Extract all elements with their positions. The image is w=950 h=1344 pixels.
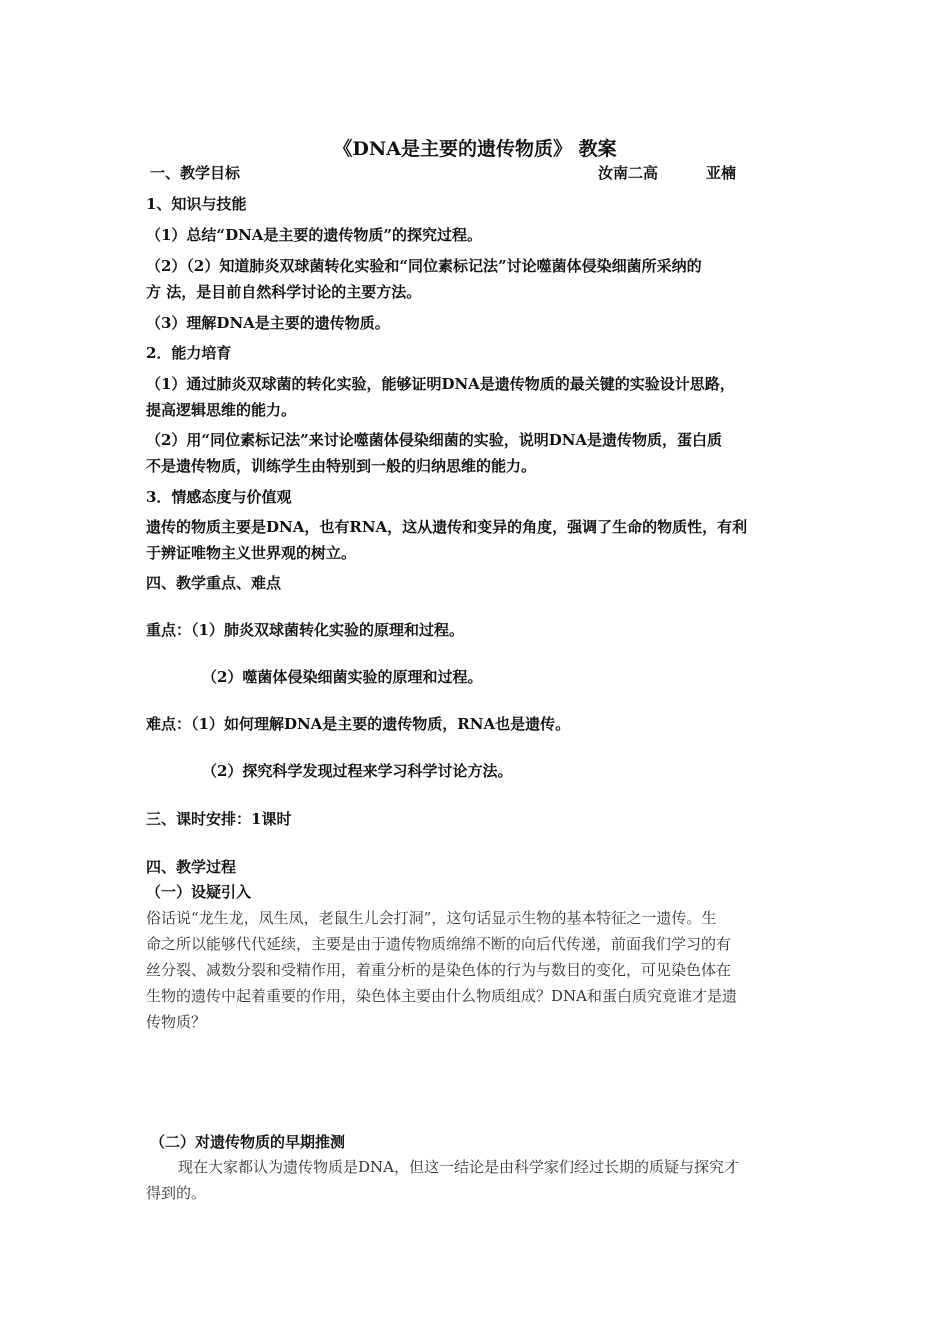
goal-1: （1）总结“DNA是主要的遗传物质”的探究过程。 [146,226,483,244]
early-line-1: 现在大家都认为遗传物质是DNA，但这一结论是由科学家们经过长期的质疑与探究才 [178,1158,739,1176]
section-teaching-goals: 一、教学目标 [150,164,241,182]
document-title: 《DNA是主要的遗传物质》 教案 [333,138,617,160]
heading-ability: 2．能力培育 [146,344,232,362]
intro-line-1: 俗话说“龙生龙，凤生凤，老鼠生儿会打洞”，这句话显示生物的基本特征之一遗传。生 [146,909,717,927]
goal-3: （3）理解DNA是主要的遗传物质。 [146,314,390,332]
intro-line-5: 传物质？ [146,1013,207,1031]
ability-2-line-1: （2）用“同位素标记法”来讨论噬菌体侵染细菌的实验，说明DNA是遗传物质，蛋白质 [146,431,723,449]
heading-teaching-process: 四、教学过程 [146,858,237,876]
goal-2-line-2: 方 法，是目前自然科学讨论的主要方法。 [146,283,422,301]
key-point-2: （2）噬菌体侵染细菌实验的原理和过程。 [202,668,483,686]
attitude-line-1: 遗传的物质主要是DNA，也有RNA，这从遗传和变异的角度，强调了生命的物质性，有利 [146,518,748,536]
school-name: 汝南二高 [598,164,659,182]
key-point-1: 重点：（1）肺炎双球菌转化实验的原理和过程。 [146,621,464,639]
subheading-early-speculation: （二）对遗传物质的早期推测 [150,1133,346,1151]
ability-1-line-2: 提高逻辑思维的能力。 [146,401,297,419]
ability-1-line-1: （1）通过肺炎双球菌的转化实验，能够证明DNA是遗传物质的最关键的实验设计思路， [146,375,735,393]
subheading-introduction: （一）设疑引入 [146,883,252,901]
attitude-line-2: 于辨证唯物主义世界观的树立。 [146,544,357,562]
ability-2-line-2: 不是遗传物质，训练学生由特别到一般的归纳思维的能力。 [146,457,537,475]
goal-2-line-1: （2）（2）知道肺炎双球菌转化实验和“同位素标记法”讨论噬菌体侵染细菌所采纳的 [146,257,702,275]
difficulty-2: （2）探究科学发现过程来学习科学讨论方法。 [202,762,513,780]
intro-line-4: 生物的遗传中起着重要的作用，染色体主要由什么物质组成？DNA和蛋白质究竟谁才是遗 [146,987,737,1005]
difficulty-1: 难点：（1）如何理解DNA是主要的遗传物质，RNA也是遗传。 [146,715,571,733]
class-hours: 三、课时安排：1课时 [146,810,292,828]
early-line-2: 得到的。 [146,1184,207,1202]
heading-attitude: 3．情感态度与价值观 [146,488,292,506]
author-name: 亚楠 [706,164,737,182]
heading-knowledge-skills: 1、知识与技能 [146,195,247,213]
intro-line-3: 丝分裂、减数分裂和受精作用，着重分析的是染色体的行为与数目的变化，可见染色体在 [146,961,732,979]
heading-key-points: 四、教学重点、难点 [146,574,282,592]
intro-line-2: 命之所以能够代代延续，主要是由于遗传物质绵绵不断的向后代传递，前面我们学习的有 [146,935,732,953]
